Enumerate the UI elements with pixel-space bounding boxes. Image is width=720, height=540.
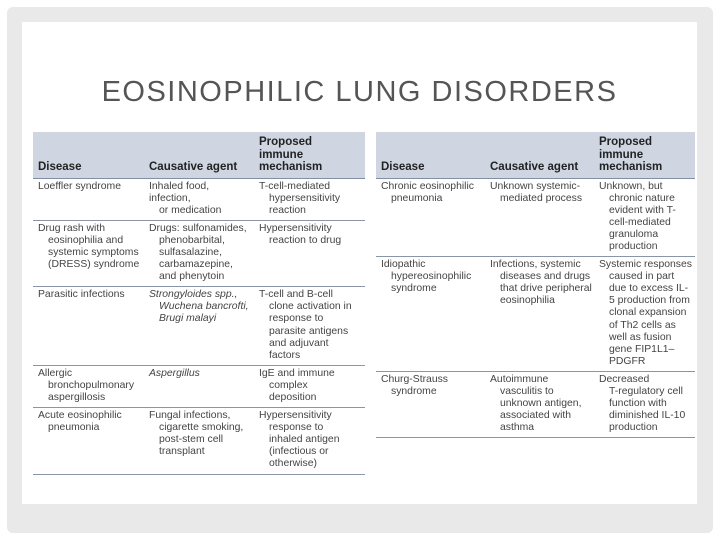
cell-disease: [33, 366, 144, 407]
cell-line: post-stem cell: [159, 434, 224, 446]
cell-line: chronic nature: [609, 192, 675, 204]
cell-line: otherwise): [269, 458, 317, 470]
cell-line: phenobarbital,: [159, 234, 225, 246]
table-row: [33, 287, 365, 366]
table-header: [33, 132, 365, 179]
table-header: [376, 132, 695, 179]
cell-causative-agent: [144, 287, 254, 365]
cell-line: evident with T-: [609, 204, 676, 216]
cell-disease: [33, 179, 144, 220]
cell-line: pneumonia: [391, 192, 443, 204]
cell-line: Decreased: [599, 373, 650, 385]
cell-line: Systemic responses: [599, 259, 692, 271]
cell-line: inhaled antigen: [269, 434, 340, 446]
title-area: [22, 22, 697, 124]
cell-line: (DRESS) syndrome: [48, 259, 140, 271]
cell-line: hypereosinophilic: [391, 271, 472, 283]
cell-immune-mechanism: [254, 179, 365, 220]
cell-line: reaction: [269, 204, 306, 216]
header-line: immune: [599, 148, 644, 161]
table-right: [376, 132, 695, 438]
table-row: [33, 408, 365, 474]
cell-causative-agent: [144, 366, 254, 407]
table-row: [33, 366, 365, 408]
cell-line: Inhaled food, infection,: [149, 180, 210, 204]
cell-line: Unknown systemic-: [490, 180, 581, 192]
cell-line: eosinophilia and: [48, 234, 124, 246]
cell-line: Chronic eosinophilic: [381, 180, 474, 192]
cell-causative-agent: [485, 257, 594, 371]
cell-disease: [376, 372, 485, 437]
cell-line: well as fusion: [609, 331, 672, 343]
cell-line: Hypersensitivity: [259, 410, 332, 422]
header-causative-agent: Causative agent: [490, 161, 579, 173]
cell-line: Allergic: [38, 367, 73, 379]
cell-causative-agent: [144, 408, 254, 473]
table-row: [376, 257, 695, 372]
cell-disease: [376, 179, 485, 257]
table-row: [376, 372, 695, 438]
cell-immune-mechanism: [254, 408, 365, 473]
header-line: mechanism: [599, 161, 663, 173]
cell-line: T-cell and B-cell: [259, 289, 333, 301]
header-disease: Disease: [381, 161, 425, 173]
cell-line: Infections, systemic: [490, 259, 581, 271]
table-row: [33, 179, 365, 221]
cell-line: aspergillosis: [48, 392, 106, 403]
cell-immune-mechanism: [254, 366, 365, 407]
cell-line: Drugs: sulfonamides,: [149, 222, 247, 234]
cell-line: Strongyloides spp.,: [149, 289, 238, 301]
cell-line: granuloma: [609, 228, 659, 240]
cell-line: transplant: [159, 446, 205, 458]
cell-line: function with: [609, 398, 667, 410]
cell-causative-agent: [485, 179, 594, 257]
header-line: Proposed: [259, 136, 313, 148]
cell-line: diminished IL-10: [609, 410, 686, 422]
cell-line: associated with: [500, 410, 572, 422]
cell-line: systemic symptoms: [48, 246, 139, 258]
cell-line: Acute eosinophilic: [38, 410, 122, 422]
cell-immune-mechanism: [594, 257, 695, 371]
table-left: [33, 132, 365, 475]
cell-causative-agent: [144, 221, 254, 286]
cell-disease: [33, 221, 144, 286]
cell-line: Unknown, but: [599, 180, 663, 192]
cell-line: Fungal infections,: [149, 410, 231, 422]
cell-line: factors: [269, 349, 301, 361]
cell-line: of Th2 cells as: [609, 319, 676, 331]
cell-line: production: [609, 422, 658, 434]
cell-line: response to: [269, 313, 324, 325]
cell-line: production: [609, 240, 658, 252]
cell-line: syndrome: [391, 283, 437, 295]
cell-immune-mechanism: [254, 221, 365, 286]
cell-line: Aspergillus: [149, 367, 200, 379]
cell-line: Parasitic infections: [38, 289, 125, 301]
cell-line: syndrome: [391, 386, 437, 397]
cell-disease: [376, 257, 485, 371]
cell-line: PDGFR: [609, 355, 646, 367]
cell-line: caused in part: [609, 271, 675, 283]
cell-line: and adjuvant: [269, 337, 329, 349]
header-causative-agent: Causative agent: [149, 161, 238, 173]
cell-line: eosinophilia: [500, 295, 555, 307]
cell-immune-mechanism: [254, 287, 365, 365]
table-row: [33, 221, 365, 287]
header-disease: Disease: [38, 161, 82, 173]
cell-line: response to: [269, 422, 324, 434]
cell-disease: [33, 408, 144, 473]
header-immune-mechanism: [594, 136, 695, 174]
cell-line: cell-mediated: [609, 216, 671, 228]
cell-line: cigarette smoking,: [159, 422, 244, 434]
cell-line: Autoimmune: [490, 373, 549, 385]
cell-line: pneumonia: [48, 422, 100, 434]
cell-line: or medication: [159, 204, 222, 216]
header-line: immune: [259, 148, 304, 161]
table-row: [376, 179, 695, 258]
cell-immune-mechanism: [594, 372, 695, 437]
header-line: Proposed: [599, 136, 653, 148]
header-immune-mechanism: [254, 136, 365, 174]
cell-line: asthma: [500, 422, 535, 434]
cell-line: clone activation in: [269, 301, 352, 313]
cell-line: mediated process: [500, 192, 583, 204]
cell-line: Loeffler syndrome: [38, 180, 121, 192]
cell-line: 5 production from: [609, 295, 690, 307]
cell-line: Brugi malayi: [159, 313, 217, 325]
slide-title: EOSINOPHILIC LUNG DISORDERS: [101, 76, 618, 108]
header-line: mechanism: [259, 161, 323, 173]
cell-disease: [33, 287, 144, 365]
cell-line: bronchopulmonary: [48, 379, 135, 391]
cell-line: sulfasalazine,: [159, 246, 222, 258]
cell-line: Hypersensitivity: [259, 222, 332, 234]
cell-line: (infectious or: [269, 446, 329, 458]
cell-line: parasite antigens: [269, 325, 349, 337]
cell-causative-agent: [144, 179, 254, 220]
cell-line: T-regulatory cell: [609, 386, 683, 397]
cell-line: T-cell-mediated: [259, 180, 331, 192]
cell-line: complex: [269, 379, 308, 391]
cell-line: Churg-Strauss: [381, 373, 448, 385]
cell-line: due to excess IL-: [609, 283, 689, 295]
cell-line: reaction to drug: [269, 234, 342, 246]
cell-line: Drug rash with: [38, 222, 105, 234]
cell-line: deposition: [269, 392, 317, 403]
cell-line: that drive peripheral: [500, 283, 592, 295]
cell-line: vasculitis to: [500, 386, 554, 397]
cell-line: Wuchena bancrofti,: [159, 301, 249, 313]
cell-line: IgE and immune: [259, 367, 335, 379]
cell-line: carbamazepine,: [159, 259, 233, 271]
cell-line: hypersensitivity: [269, 192, 341, 204]
cell-immune-mechanism: [594, 179, 695, 257]
cell-causative-agent: [485, 372, 594, 437]
cell-line: Idiopathic: [381, 259, 426, 271]
cell-line: unknown antigen,: [500, 398, 582, 410]
cell-line: clonal expansion: [609, 307, 687, 319]
cell-line: and phenytoin: [159, 271, 225, 283]
cell-line: gene FIP1L1–: [609, 343, 675, 355]
cell-line: diseases and drugs: [500, 271, 591, 283]
